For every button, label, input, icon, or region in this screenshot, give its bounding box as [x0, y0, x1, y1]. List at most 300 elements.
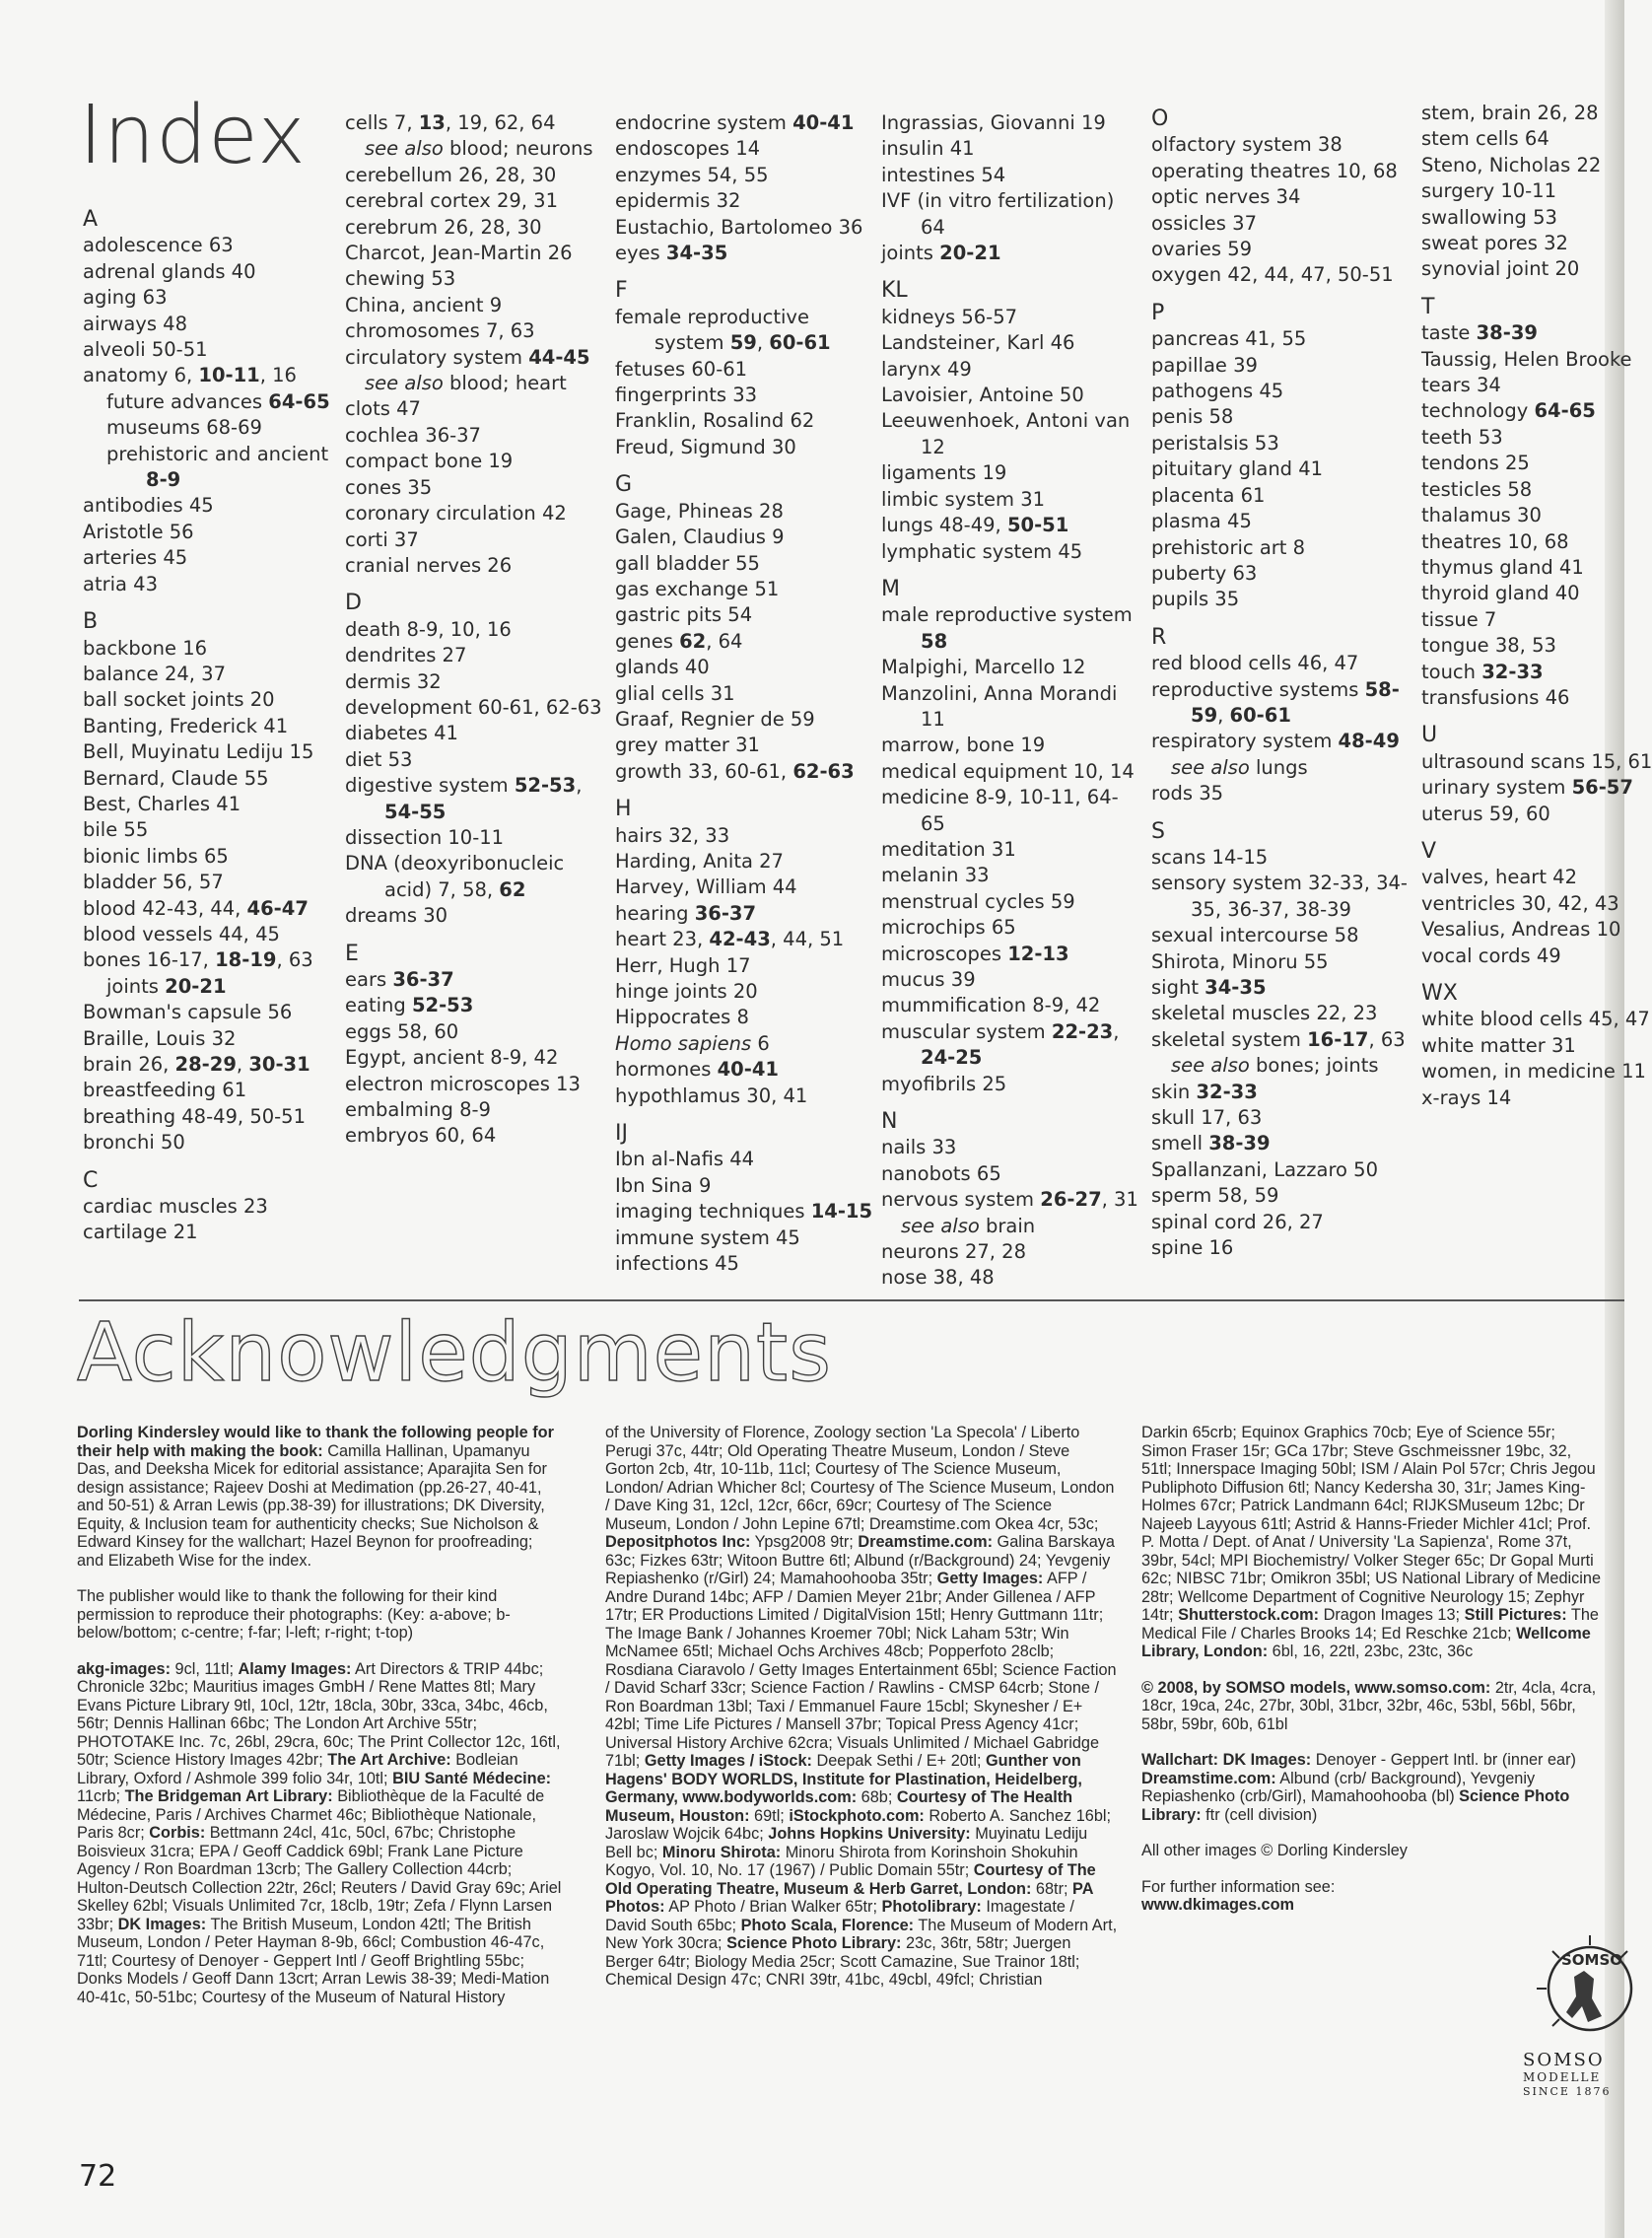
index-entry — [1421, 607, 1609, 633]
text-run: touch — [1421, 660, 1482, 683]
index-entry — [1421, 347, 1632, 373]
text-run: The British Museum, London 42tl; The British Museum, London / Peter Hayman 8-9b, 66cl; Combustion 46-47c, 71tl; Courtesy of Denoyer - Geppert Intl / Geoff Brightling 55bc; Donks Models / Geoff Dann 13crt; Arran Lewis 38-39; Medi-Mation 40-41c, 50-51bc; Courtesy of the Museum of Natural History — [77, 1915, 550, 2006]
text-run: thyroid gland 40 — [1421, 582, 1580, 605]
text-run: medicine 8-9, 10-11, 64-65 — [881, 786, 1119, 835]
text-run: operating theatres 10, 68 — [1151, 159, 1398, 182]
index-entry — [1151, 1210, 1410, 1235]
text-run: Taussig, Helen Brooke — [1421, 347, 1632, 371]
index-entry — [1421, 1059, 1646, 1084]
italic-text: see also — [365, 372, 444, 395]
text-run: alveoli 50-51 — [83, 338, 208, 362]
text-run: marrow, bone 19 — [881, 734, 1046, 757]
bold-text: 40-41 — [792, 111, 855, 134]
text-run: Dragon Images 13; — [1319, 1606, 1465, 1624]
bold-text: 34-35 — [1205, 976, 1267, 999]
text-run: mummification 8-9, 42 — [881, 994, 1101, 1017]
bold-text: Dreamstime.com: — [858, 1533, 993, 1551]
index-entry — [1421, 775, 1633, 801]
text-run: Harding, Anita 27 — [615, 849, 784, 873]
bold-text: Minoru Shirota: — [661, 1843, 782, 1861]
text-run: joints — [106, 974, 166, 998]
index-entry — [345, 695, 603, 721]
index-entry — [1151, 184, 1410, 210]
index-entry — [83, 896, 341, 922]
index-subentry — [83, 442, 341, 494]
index-entry — [615, 681, 873, 707]
index-entry — [881, 942, 1139, 967]
text-run: Banting, Frederick 41 — [83, 714, 289, 737]
text-run: Leeuwenhoek, Antoni van 12 — [881, 409, 1131, 458]
text-run: placenta 61 — [1151, 483, 1266, 507]
index-entry — [345, 553, 603, 579]
index-letter-heading: O — [1151, 106, 1169, 131]
index-column-4 — [881, 110, 1139, 1292]
index-entry — [83, 792, 341, 817]
index-letter-heading: M — [881, 576, 900, 601]
text-run: muscular system — [881, 1019, 1052, 1043]
text-run: 68b; — [857, 1788, 897, 1806]
index-entry — [881, 602, 1139, 655]
index-entry — [345, 345, 603, 371]
text-run: insulin 41 — [881, 137, 975, 161]
text-run: blood 42-43, 44, — [83, 896, 247, 920]
index-entry — [345, 825, 603, 851]
text-run: embryos 60, 64 — [345, 1124, 497, 1148]
text-run: Aristotle 56 — [83, 520, 194, 543]
text-run: Hippocrates 8 — [615, 1006, 749, 1029]
page-number: 72 — [79, 2159, 117, 2194]
bold-text: 50-51 — [1006, 514, 1069, 537]
index-entry — [345, 773, 603, 825]
text-run: eating — [345, 994, 412, 1017]
index-entry — [83, 922, 341, 947]
text-run: chromosomes 7, 63 — [345, 319, 535, 343]
index-entry — [83, 714, 341, 739]
bold-text: Photolibrary: — [881, 1898, 982, 1916]
text-run: Braille, Louis 32 — [83, 1026, 237, 1050]
index-subentry — [83, 974, 341, 1000]
index-entry — [345, 423, 603, 449]
text-run: Minoru Shirota from Korinshoin Shokuhin Kogyo, Vol. 10, No. 17 (1967) / Public Domain 55tr; — [605, 1843, 1078, 1879]
text-run: technology — [1421, 399, 1535, 423]
text-run: skeletal muscles 22, 23 — [1151, 1002, 1378, 1025]
index-entry — [1151, 159, 1410, 184]
index-entry — [345, 1072, 603, 1097]
index-entry — [615, 305, 873, 357]
text-run: fetuses 60-61 — [615, 357, 748, 381]
bold-text: Getty Images / iStock: — [644, 1752, 812, 1770]
text-run: All other images © Dorling Kindersley — [1141, 1842, 1408, 1859]
index-entry — [881, 241, 1139, 266]
index-entry — [1421, 749, 1652, 775]
text-run: joints — [881, 242, 940, 265]
text-run: synovial joint 20 — [1421, 257, 1580, 281]
text-run: breathing 48-49, 50-51 — [83, 1104, 306, 1128]
index-entry — [345, 721, 603, 746]
index-entry — [1151, 353, 1410, 379]
logo-name: SOMSO — [1523, 2050, 1605, 2070]
index-see-also — [1151, 755, 1410, 781]
bold-text: Science Photo Library: — [726, 1934, 902, 1952]
text-run: eggs 58, 60 — [345, 1019, 459, 1043]
text-run: taste — [1421, 321, 1477, 345]
text-run: ossicles 37 — [1151, 211, 1257, 235]
index-entry — [345, 993, 603, 1018]
index-entry — [881, 1135, 1139, 1160]
index-entry — [83, 520, 341, 545]
index-entry — [881, 1072, 1139, 1097]
index-entry — [83, 285, 341, 311]
text-run: vocal cords 49 — [1421, 944, 1561, 967]
index-entry — [83, 766, 341, 792]
index-entry — [83, 739, 341, 765]
text-run: neurons 27, 28 — [881, 1240, 1026, 1264]
text-run: bladder 56, 57 — [83, 871, 224, 894]
text-run: pancreas 41, 55 — [1151, 327, 1307, 351]
bold-text: 30-31 — [248, 1053, 310, 1076]
text-run: Bernard, Claude 55 — [83, 766, 269, 790]
bold-text: 36-37 — [694, 901, 757, 925]
text-run: Best, Charles 41 — [83, 792, 241, 815]
text-run: Camilla Hallinan, Upamanyu Das, and Deeksha Micek for editorial assistance; Aparajita Sen for design assistance; Rajeev Doshi at Medimation (pp.26-27, 40-41, and 50-51) & Arran Lewis (pp.38-39) for illustrations; DK Diversity, Equity, & Inclusion team for authenticity checks; Sue Nicholson & Edward Kinsey for the wallchart; Hazel Beynon for proofreading; and Elizabeth Wise for the index. — [77, 1441, 547, 1570]
text-run: China, ancient 9 — [345, 293, 503, 316]
index-entry — [1151, 561, 1410, 587]
index-entry — [83, 1026, 341, 1052]
text-run: clots 47 — [345, 397, 421, 421]
index-entry — [345, 643, 603, 668]
acknowledgments-column-3 — [1141, 1424, 1605, 1915]
text-run: medical equipment 10, 14 — [881, 759, 1135, 783]
text-run: genes — [615, 629, 680, 653]
text-run: cranial nerves 26 — [345, 553, 513, 577]
index-entry — [1421, 126, 1609, 152]
text-run: x-rays 14 — [1421, 1085, 1512, 1109]
text-run: microchips 65 — [881, 916, 1016, 940]
text-run: optic nerves 34 — [1151, 185, 1301, 209]
index-entry — [345, 747, 603, 773]
text-run: blood; heart — [443, 372, 567, 395]
text-run: melanin 33 — [881, 864, 990, 887]
text-run: cardiac muscles 23 — [83, 1195, 268, 1219]
index-entry — [1421, 178, 1609, 204]
bold-text: iStockphoto.com: — [789, 1806, 925, 1825]
acknowledgment-paragraph — [1141, 1424, 1605, 1661]
text-run: Manzolini, Anna Morandi 11 — [881, 681, 1118, 731]
text-run: peristalsis 53 — [1151, 431, 1279, 455]
index-entry — [345, 293, 603, 318]
text-run: cartilage 21 — [83, 1221, 198, 1244]
index-entry — [615, 577, 873, 602]
index-entry — [1151, 1183, 1410, 1209]
index-letter-heading: U — [1421, 723, 1438, 748]
text-run: tongue 38, 53 — [1421, 634, 1556, 658]
index-entry — [345, 318, 603, 344]
text-run: Spallanzani, Lazzaro 50 — [1151, 1157, 1378, 1181]
bold-text: © 2008, by SOMSO models, www.somso.com: — [1141, 1678, 1491, 1697]
text-run: cells 7, — [345, 111, 419, 134]
index-entry — [83, 233, 341, 258]
index-entry — [1151, 326, 1410, 352]
text-run: cerebrum 26, 28, 30 — [345, 215, 542, 239]
text-run: , 16 — [259, 364, 297, 387]
index-entry — [615, 733, 873, 758]
index-entry — [83, 1220, 341, 1245]
bold-text: 32-33 — [1196, 1080, 1258, 1103]
text-run: Gage, Phineas 28 — [615, 499, 784, 523]
bold-text: 42-43 — [709, 928, 771, 951]
text-run: cones 35 — [345, 475, 433, 499]
text-run: of the University of Florence, Zoology section 'La Specola' / Liberto Perugi 37c, 44tr; Old Operating Theatre Museum, London / Steve Gorton 2cb, 4tr, 10-11b, 11cl; Courtesy of The Science Museum, London/ Adrian Whicher 8cl; Courtesy of The Science Museum, London / Dave King 31, 12cl, 12cr, 66cr, 69cr; Courtesy of The Science Museum, London / John Lepine 67tl; Dreamstime.com Okea 4cr, 53c; — [605, 1424, 1115, 1533]
index-letter-heading: N — [881, 1109, 898, 1135]
text-run: eyes — [615, 242, 666, 265]
index-entry — [83, 817, 341, 843]
index-entry — [615, 1225, 873, 1251]
index-entry — [345, 241, 603, 266]
text-run: AFP / Andre Durand 14bc; AFP / Damien Meyer 21br; Ander Gillenea / AFP 17tr; ER Productions Limited / DigitalVision 15tl; Henry Guttmann 11tr; The Image Bank / Johannes Kroemer 70bl; Nick Laham 53tr; Win McNamee 65tl; Michael Ochs Archives 48cb; Popperfoto 28clb; Rosdiana Ciaravolo / Getty Images Entertainment 65bl; Science Faction / David Scharf 33cr; Science Faction / Rawlins - CMSP 64crb; Stone / Ron Boardman 13bl; Taxi / Emmanuel Faure 15cbl; Skynesher / E+ 42bl; Time Life Pictures / Mansell 37br; Topical Press Agency 41cr; Universal History Archive 62cra; Visuals Unlimited / Michael Gabridge 71bl; — [605, 1570, 1117, 1770]
index-entry — [1151, 1105, 1410, 1131]
text-run: 6bl, 16, 22tl, 23bc, 23tc, 36c — [1268, 1643, 1474, 1660]
index-entry — [345, 1019, 603, 1045]
index-entry — [1421, 320, 1609, 346]
index-entry — [1421, 1007, 1650, 1032]
text-run: plasma 45 — [1151, 510, 1252, 533]
text-run: Vesalius, Andreas 10 — [1421, 918, 1621, 942]
index-entry — [615, 874, 873, 900]
text-run: meditation 31 — [881, 837, 1016, 861]
text-run: dreams 30 — [345, 904, 448, 928]
index-entry — [1151, 923, 1410, 948]
text-run: museums 68-69 — [106, 416, 262, 440]
text-run: pituitary gland 41 — [1151, 457, 1324, 481]
text-run: teeth 53 — [1421, 425, 1503, 449]
index-entry — [615, 408, 873, 434]
text-run: , 19, 62, 64 — [445, 111, 556, 134]
index-entry — [615, 1031, 873, 1057]
index-entry — [83, 1078, 341, 1103]
text-run: menstrual cycles 59 — [881, 889, 1075, 913]
index-entry — [881, 136, 1139, 162]
index-entry — [1151, 483, 1410, 509]
index-entry — [1151, 587, 1410, 612]
index-letter-heading: E — [345, 941, 359, 966]
index-entry — [1421, 891, 1619, 917]
text-run: dissection 10-11 — [345, 825, 505, 849]
bold-text: BIU Santé Médecine: — [392, 1769, 552, 1787]
text-run: smell — [1151, 1132, 1209, 1155]
italic-text: see also — [901, 1214, 980, 1237]
bold-text: Wellcome Library, London: — [1141, 1624, 1591, 1660]
text-run: endocrine system — [615, 111, 793, 134]
text-run: Eustachio, Bartolomeo 36 — [615, 215, 863, 239]
bold-text: 20-21 — [939, 242, 1001, 265]
text-run: bones; joints — [1249, 1054, 1379, 1078]
index-entry — [1421, 205, 1609, 231]
text-run: Franklin, Rosalind 62 — [615, 409, 815, 433]
index-entry — [615, 163, 873, 188]
index-letter-heading: D — [345, 591, 362, 616]
text-run: diabetes 41 — [345, 722, 458, 745]
acknowledgment-paragraph — [1141, 1896, 1605, 1915]
text-run: balance 24, 37 — [83, 662, 226, 685]
index-entry — [83, 687, 341, 713]
index-entry — [615, 383, 873, 408]
text-run: 23c, 36tr, 58tr; Juergen Berger 64tr; Biology Media 25cr; Scott Camazine, Sue Trainor 18tl; Chemical Design 47c; CNRI 39tr, 41bc, 49cbl, 49fcl; Christian — [605, 1934, 1080, 1989]
index-entry — [881, 330, 1139, 356]
index-entry — [83, 636, 341, 662]
index-letter-heading: B — [83, 609, 99, 635]
text-run: growth 33, 60-61, — [615, 759, 793, 783]
bold-text: Getty Images: — [936, 1570, 1044, 1587]
index-entry — [615, 215, 873, 241]
bold-text: 56-57 — [1571, 776, 1633, 800]
text-run: Herr, Hugh 17 — [615, 953, 751, 977]
text-run: penis 58 — [1151, 405, 1234, 429]
bold-text: 34-35 — [665, 242, 728, 265]
text-run: Charcot, Jean-Martin 26 — [345, 242, 573, 265]
bold-text: PA Photos: — [605, 1879, 1093, 1916]
index-letter-heading: R — [1151, 624, 1167, 650]
index-letter-heading: S — [1151, 818, 1165, 844]
text-run: sexual intercourse 58 — [1151, 924, 1359, 947]
index-entry — [881, 163, 1139, 188]
index-entry — [1421, 231, 1609, 256]
bold-text: 28-29 — [174, 1053, 237, 1076]
index-entry — [83, 947, 341, 973]
bold-text: The Bridgeman Art Library: — [124, 1787, 333, 1805]
text-run: infections 45 — [615, 1252, 739, 1276]
index-entry — [881, 993, 1139, 1018]
text-run: bile 55 — [83, 818, 149, 842]
text-run: Bodleian Library, Oxford / Ashmole 399 folio 34r, 10tl; — [77, 1751, 518, 1787]
text-run: Bell, Muyinatu Lediju 15 — [83, 740, 314, 764]
text-run: Ingrassias, Giovanni 19 — [881, 111, 1106, 134]
index-entry — [1151, 509, 1410, 534]
index-entry — [1421, 633, 1609, 659]
text-run: skin — [1151, 1080, 1197, 1103]
text-run: Muyinatu Lediju Bell bc; — [605, 1825, 1088, 1861]
index-title: Index — [79, 89, 307, 182]
text-run: rods 35 — [1151, 782, 1224, 805]
text-run: enzymes 54, 55 — [615, 163, 769, 186]
text-run: DNA (deoxyribonucleic acid) 7, 58, — [345, 852, 565, 901]
bold-text: The Art Archive: — [327, 1751, 451, 1769]
index-letter-heading: G — [615, 472, 633, 498]
index-entry — [881, 759, 1139, 785]
bold-text: 52-53 — [514, 774, 577, 798]
index-subentry — [83, 389, 341, 415]
bold-text: 32-33 — [1481, 660, 1544, 683]
text-run: male reproductive system — [881, 603, 1133, 627]
bold-text: Dorling Kindersley would like to thank the following people for their help with making the book: — [77, 1424, 554, 1460]
text-run: respiratory system — [1151, 730, 1339, 753]
text-run: , 44, 51 — [770, 928, 845, 951]
text-run: Shirota, Minoru 55 — [1151, 949, 1329, 973]
index-entry — [615, 1251, 873, 1277]
index-entry — [1151, 871, 1410, 923]
index-entry — [615, 849, 873, 874]
text-run: For further information see: — [1141, 1877, 1336, 1896]
bold-text: 48-49 — [1338, 730, 1400, 753]
text-run: Deepak Sethi / E+ 20tl; — [811, 1752, 986, 1770]
index-entry — [83, 662, 341, 687]
text-run: endoscopes 14 — [615, 137, 761, 161]
bold-text: Photo Scala, Florence: — [740, 1916, 915, 1934]
text-run: women, in medicine 11 — [1421, 1060, 1646, 1084]
text-run: microscopes — [881, 942, 1008, 965]
text-run: surgery 10-11 — [1421, 179, 1556, 203]
index-entry — [615, 1057, 873, 1083]
acknowledgment-paragraph — [1141, 1679, 1605, 1734]
index-entry — [615, 435, 873, 460]
bold-text: 20-21 — [165, 974, 227, 998]
text-run: female reproductive system — [615, 305, 809, 355]
text-run: brain — [979, 1214, 1036, 1237]
text-run: lungs — [1249, 755, 1308, 779]
index-entry — [615, 1173, 873, 1199]
text-run: urinary system — [1421, 776, 1572, 800]
index-entry — [1421, 256, 1609, 282]
index-entry — [1151, 431, 1410, 456]
index-entry — [1151, 1157, 1410, 1183]
index-entry — [1151, 211, 1410, 237]
text-run: ears — [345, 968, 393, 991]
index-entry — [881, 1161, 1139, 1187]
text-run: circulatory system — [345, 345, 529, 369]
acknowledgment-paragraph — [77, 1424, 562, 1570]
index-entry — [881, 1265, 1139, 1291]
text-run: skeletal system — [1151, 1027, 1308, 1051]
text-run: hearing — [615, 901, 695, 925]
text-run: white blood cells 45, 47 — [1421, 1008, 1650, 1031]
text-run: , 63 — [1368, 1027, 1406, 1051]
text-run: swallowing 53 — [1421, 205, 1557, 229]
text-run: imaging techniques — [615, 1200, 811, 1224]
index-entry — [1421, 1085, 1609, 1111]
index-entry — [1151, 1027, 1410, 1053]
acknowledgment-paragraph — [605, 1424, 1118, 1990]
index-entry — [83, 844, 341, 870]
index-entry — [1421, 529, 1609, 555]
bold-text: 64-65 — [268, 389, 330, 413]
bold-text: 38-39 — [1208, 1132, 1271, 1155]
bold-text: 64-65 — [1534, 399, 1596, 423]
text-run: Bettmann 24cl, 41c, 50cl, 67bc; Christophe Boisvieux 31cra; EPA / Geoff Caddick 69bl; Frank Lane Picture Agency / Ron Boardman 13crb; The Gallery Collection 44crb; Hulton-Deutsch Collection 22tr, 26cl; Reuters / David Gray 69c; Ariel Skelley 62bl; Visuals Unlimited 7cr, 18clb, 19tr; Zefa / Flynn Larsen 33br; — [77, 1824, 562, 1933]
index-entry — [615, 707, 873, 733]
text-run: Ibn al-Nafis 44 — [615, 1148, 755, 1171]
text-run: pupils 35 — [1151, 588, 1240, 611]
text-run: Art Directors & TRIP 44bc; Chronicle 32bc; Mauritius images GmbH / Rene Mattes 8tl; Mary Evans Picture Library 9tl, 10cl, 12tr, 18cla, 30br, 33ca, 34bc, 46cb, 56tr; Dennis Hallinan 66bc; The London Art Archive 55tr; PHOTOTAKE Inc. 7c, 26bl, 29cra, 60c; The Print Collector 12c, 16tl, 50tr; Science History Images 42br; — [77, 1659, 561, 1769]
text-run: intestines 54 — [881, 163, 1006, 186]
text-run: gastric pits 54 — [615, 603, 753, 627]
text-run: tissue 7 — [1421, 607, 1497, 631]
text-run: diet 53 — [345, 747, 413, 771]
index-entry — [881, 1239, 1139, 1265]
text-run: The publisher would like to thank the following for their kind permission to reproduce their photographs: (Key: a-above; b-below/bottom; c-centre; f-far; l-left; r-right; t-top) — [77, 1587, 511, 1642]
index-entry — [1421, 555, 1609, 581]
text-run: Graaf, Regnier de 59 — [615, 707, 815, 731]
text-run: adrenal glands 40 — [83, 259, 256, 283]
index-entry — [615, 136, 873, 162]
text-run: myofibrils 25 — [881, 1072, 1007, 1095]
text-run: sperm 58, 59 — [1151, 1184, 1279, 1208]
index-entry — [881, 513, 1139, 538]
index-subentry — [83, 415, 341, 441]
text-run: Harvey, William 44 — [615, 875, 797, 899]
text-run: compact bone 19 — [345, 450, 514, 473]
index-entry — [615, 241, 873, 266]
text-run: airways 48 — [83, 312, 187, 335]
index-entry — [881, 539, 1139, 565]
